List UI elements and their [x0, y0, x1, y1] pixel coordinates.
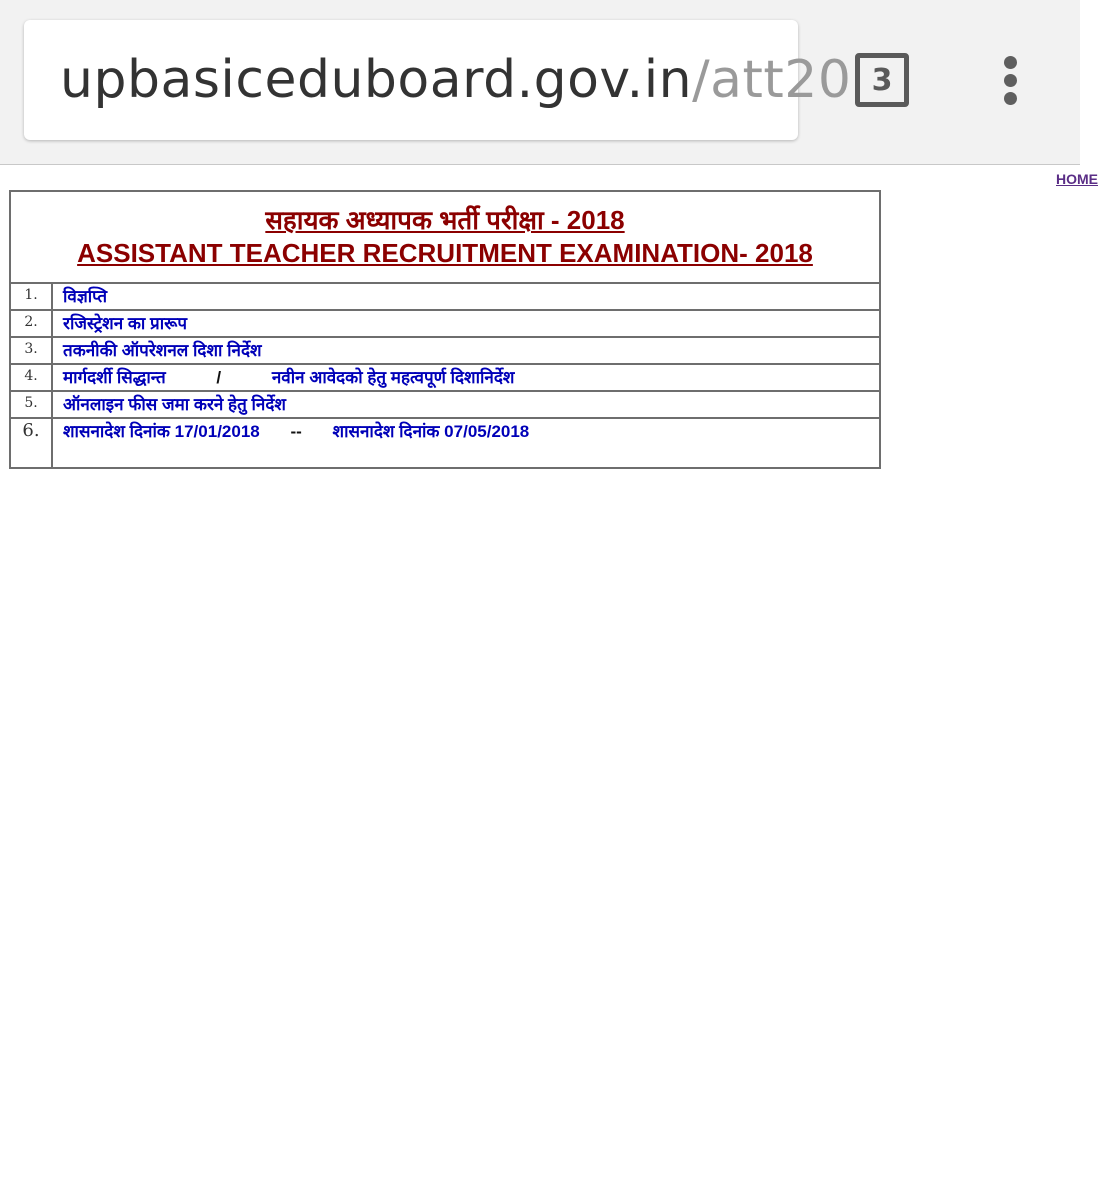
tab-switcher-button[interactable] — [855, 53, 909, 107]
tab-count: 3 — [871, 62, 893, 98]
registration-format-link[interactable]: रजिस्ट्रेशन का प्रारूप — [63, 314, 187, 333]
online-fee-instructions-link[interactable]: ऑनलाइन फीस जमा करने हेतु निर्देश — [63, 395, 286, 414]
address-bar[interactable] — [24, 20, 852, 140]
row-cell — [63, 363, 875, 388]
recruitment-table — [9, 190, 881, 469]
row-number: 1. — [11, 282, 53, 309]
row-cell — [63, 417, 875, 442]
row-number: 2. — [11, 309, 53, 336]
table-row — [11, 390, 879, 419]
notification-link[interactable]: विज्ञप्ति — [63, 287, 108, 306]
table-row — [11, 282, 879, 311]
gov-order-link-1[interactable]: शासनादेश दिनांक 17/01/2018 — [63, 422, 260, 441]
row-cell — [63, 309, 875, 334]
page-title-hindi: सहायक अध्यापक भर्ती परीक्षा - 2018 — [265, 205, 625, 235]
url-path: /att20 — [692, 50, 852, 110]
row-number: 5. — [11, 390, 53, 417]
row-separator: -- — [290, 422, 302, 441]
row-cell — [63, 336, 875, 361]
table-row — [11, 309, 879, 338]
url-host: upbasiceduboard.gov.in — [60, 50, 693, 110]
browser-toolbar — [0, 0, 1080, 165]
table-header — [11, 192, 879, 284]
table-row — [11, 363, 879, 392]
row-separator: / — [216, 368, 222, 387]
table-body — [11, 282, 879, 467]
menu-dot — [1004, 56, 1017, 69]
guiding-principles-link[interactable]: मार्गदर्शी सिद्धान्त — [63, 368, 166, 387]
row-number: 6. — [11, 417, 53, 467]
row-number: 4. — [11, 363, 53, 390]
overflow-menu-icon[interactable] — [990, 50, 1032, 110]
menu-dot — [1004, 74, 1017, 87]
gov-order-link-2[interactable]: शासनादेश दिनांक 07/05/2018 — [332, 422, 530, 441]
table-row — [11, 417, 879, 467]
table-row — [11, 336, 879, 365]
new-applicant-guidelines-link[interactable]: नवीन आवेदको हेतु महत्वपूर्ण दिशानिर्देश — [271, 368, 515, 387]
home-link[interactable]: HOME — [1056, 171, 1098, 187]
technical-guidelines-link[interactable]: तकनीकी ऑपरेशनल दिशा निर्देश — [63, 341, 262, 360]
row-cell — [63, 390, 875, 415]
page-title-english: ASSISTANT TEACHER RECRUITMENT EXAMINATION- 2018 — [77, 238, 813, 268]
menu-dot — [1004, 92, 1017, 105]
row-number: 3. — [11, 336, 53, 363]
row-cell — [63, 282, 875, 307]
